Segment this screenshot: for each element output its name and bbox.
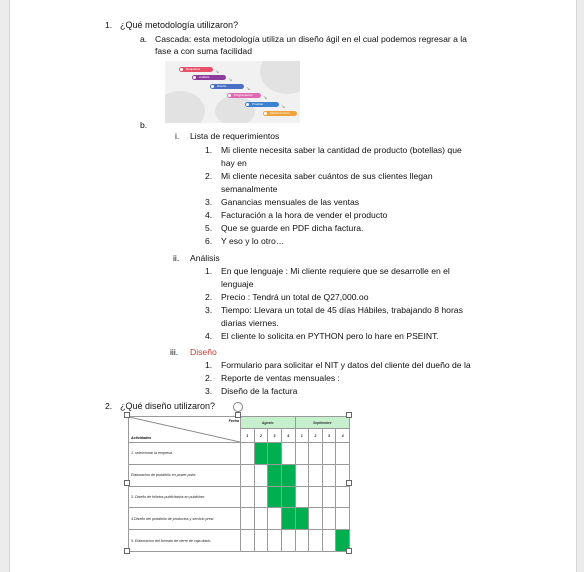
gantt-cell-empty (322, 530, 336, 552)
resize-handle-tr[interactable] (346, 412, 352, 418)
document-page (9, 0, 577, 572)
gantt-activity-label: 1. seleccionar la empresa. (129, 443, 241, 465)
section-i-title: Lista de requerimientos (190, 131, 280, 141)
list-item-text: Que se guarde en PDF dicha factura. (221, 223, 364, 233)
gantt-week-header: 4 (281, 429, 295, 443)
waterfall-step-label: Pruebas (252, 102, 264, 106)
gantt-week-header: 2 (309, 429, 323, 443)
gantt-activity-row (129, 486, 350, 508)
gantt-cell-empty (322, 486, 336, 508)
waterfall-diagram-image[interactable] (165, 61, 300, 123)
list-item-text: Diseño de la factura (221, 386, 298, 396)
list-item-number: 3. (205, 305, 213, 315)
gantt-cell-empty (241, 508, 255, 530)
resize-handle-tl[interactable] (124, 412, 130, 418)
list-item-number: 3. (205, 197, 213, 207)
list-item-text: lenguaje (221, 279, 254, 289)
gantt-cell-empty (241, 486, 255, 508)
waterfall-step-5 (245, 102, 279, 107)
list-item-number: 2. (205, 373, 213, 383)
gantt-cell-empty (281, 530, 295, 552)
step-dot-icon (246, 103, 249, 106)
q1a-line1: Cascada: esta metodología utiliza un diseño ágil en el cual podemos regresar a la (155, 34, 467, 44)
waterfall-step-3 (210, 84, 244, 89)
gantt-week-header: 1 (295, 429, 309, 443)
q1-number: 1. (105, 20, 113, 30)
flow-arrow-icon: ↘ (228, 77, 233, 83)
waterfall-step-1 (179, 67, 213, 72)
gantt-cell-empty (309, 443, 323, 465)
gantt-cell-filled (268, 486, 282, 508)
gantt-week-header: 2 (254, 429, 268, 443)
gantt-week-header: 1 (241, 429, 255, 443)
gantt-cell-empty (322, 508, 336, 530)
resize-handle-br[interactable] (346, 548, 352, 554)
gantt-cell-empty (309, 486, 323, 508)
gantt-cell-empty (254, 464, 268, 486)
gantt-week-header: 4 (336, 429, 350, 443)
waterfall-step-4 (227, 93, 261, 98)
waterfall-step-label: Mantenimiento (270, 111, 290, 115)
list-item-text: Mi cliente necesita saber la cantidad de producto (botellas) que (221, 145, 462, 155)
waterfall-step-label: Diseño (217, 84, 227, 88)
list-item-number: 3. (205, 386, 213, 396)
resize-handle-tm[interactable] (235, 412, 241, 418)
list-item-text: semanalmente (221, 184, 278, 194)
gantt-cell-empty (295, 443, 309, 465)
q1-heading: ¿Qué metodología utilizaron? (120, 20, 239, 30)
list-item-text: Y eso y lo otro… (221, 236, 285, 246)
gantt-week-header: 3 (322, 429, 336, 443)
gantt-cell-empty (241, 464, 255, 486)
resize-handle-ml[interactable] (124, 480, 130, 486)
step-dot-icon (264, 112, 267, 115)
gantt-activity-label: 4.Diseño del portafolio de productos y servicio prezi. (129, 508, 241, 530)
gantt-week-header: 3 (268, 429, 282, 443)
list-item-text: Facturación a la hora de vender el producto (221, 210, 388, 220)
list-item-text: Formulario para solicitar el NIT y datos del cliente del dueño de la (221, 360, 471, 370)
gantt-cell-empty (281, 443, 295, 465)
waterfall-step-2 (192, 75, 226, 80)
list-item-number: 1. (205, 360, 213, 370)
step-dot-icon (211, 85, 214, 88)
step-dot-icon (180, 68, 183, 71)
q2-number: 2. (105, 401, 113, 411)
gantt-cell-filled (295, 508, 309, 530)
q2-heading: ¿Qué diseño utilizaron? (120, 401, 216, 411)
section-ii-title: Análisis (190, 253, 220, 263)
gantt-cell-empty (322, 443, 336, 465)
gantt-cell-filled (268, 443, 282, 465)
q1a-line2: fase a con suma facilidad (155, 46, 252, 56)
list-item-number: 2. (205, 292, 213, 302)
resize-handle-bl[interactable] (124, 548, 130, 554)
q1b-marker: b. (140, 120, 148, 130)
list-item-text: Precio : Tendrá un total de Q27,000.oo (221, 292, 369, 302)
list-item-text: En que lenguaje : Mi cliente requiere que se desarrolle en el (221, 266, 450, 276)
gantt-month-row (129, 417, 350, 429)
gantt-month-header: Agosto (241, 417, 296, 429)
gantt-activity-row (129, 443, 350, 465)
list-item-text: Ganancias mensuales de las ventas (221, 197, 360, 207)
gantt-cell-empty (336, 486, 350, 508)
gantt-cell-empty (336, 443, 350, 465)
section-iii-title: Diseño (190, 347, 217, 357)
section-iii-marker: iii. (170, 347, 179, 357)
list-item-number: 1. (205, 266, 213, 276)
flow-arrow-icon: ↘ (246, 86, 251, 92)
gantt-cell-filled (281, 486, 295, 508)
list-item-text: Mi cliente necesita saber cuántos de sus clientes llegan (221, 171, 433, 181)
gantt-cell-empty (309, 508, 323, 530)
section-ii-marker: ii. (173, 253, 180, 263)
gantt-cell-empty (254, 486, 268, 508)
waterfall-step-6 (263, 111, 297, 116)
gantt-cell-empty (309, 530, 323, 552)
gantt-cell-empty (241, 443, 255, 465)
gantt-activity-label: 3. Diseño de folletos publicitarios en publisher. (129, 486, 241, 508)
step-dot-icon (193, 76, 196, 79)
gantt-activity-row (129, 464, 350, 486)
list-item-text: diarias viernes. (221, 318, 279, 328)
list-item-number: 2. (205, 171, 213, 181)
gantt-corner-bottom-label: Actividades (131, 436, 152, 440)
list-item-text: Tiempo: Llevara un total de 45 días Hábiles, trabajando 8 horas (221, 305, 463, 315)
waterfall-step-label: Programación (234, 93, 253, 97)
gantt-cell-empty (254, 508, 268, 530)
gantt-cell-filled (281, 508, 295, 530)
gantt-activity-label: 5. Elaboracion del formato de cierre de caja diario. (129, 530, 241, 552)
gantt-corner-cell (129, 417, 241, 443)
gantt-cell-empty (241, 530, 255, 552)
list-item-text: hay en (221, 158, 247, 168)
gantt-cell-empty (295, 464, 309, 486)
gantt-chart-image[interactable] (128, 416, 350, 552)
list-item-number: 1. (205, 145, 213, 155)
gantt-cell-empty (268, 508, 282, 530)
gantt-cell-empty (336, 508, 350, 530)
gantt-cell-filled (268, 464, 282, 486)
section-i-marker: i. (175, 131, 180, 141)
waterfall-step-label: Análisis (199, 75, 210, 79)
list-item-number: 5. (205, 223, 213, 233)
gantt-cell-filled (254, 443, 268, 465)
gantt-corner-top-label: Fecha (228, 419, 239, 423)
gantt-month-header: Septiembre (295, 417, 350, 429)
list-item-number: 4. (205, 210, 213, 220)
list-item-number: 4. (205, 331, 213, 341)
gantt-cell-empty (268, 530, 282, 552)
gantt-activity-row (129, 530, 350, 552)
gantt-activity-row (129, 508, 350, 530)
waterfall-step-label: Requisitos (186, 67, 201, 71)
list-item-text: Reporte de ventas mensuales : (221, 373, 340, 383)
flow-arrow-icon: ↘ (215, 69, 220, 75)
list-item-text: El cliente lo solicita en PYTHON pero lo hare en PSEINT. (221, 331, 439, 341)
gantt-cell-empty (322, 464, 336, 486)
gantt-cell-empty (295, 530, 309, 552)
flow-arrow-icon: ↘ (281, 104, 286, 110)
gantt-cell-empty (295, 486, 309, 508)
step-dot-icon (228, 94, 231, 97)
q1a-marker: a. (140, 34, 148, 44)
resize-handle-mr[interactable] (346, 480, 352, 486)
flow-arrow-icon: ↘ (263, 95, 268, 101)
gantt-cell-empty (254, 530, 268, 552)
gantt-activity-label: Elaboracion de portafolio en power point. (129, 464, 241, 486)
gantt-cell-empty (309, 464, 323, 486)
gantt-cell-filled (281, 464, 295, 486)
rotate-handle-icon[interactable] (233, 402, 243, 412)
list-item-number: 6. (205, 236, 213, 246)
